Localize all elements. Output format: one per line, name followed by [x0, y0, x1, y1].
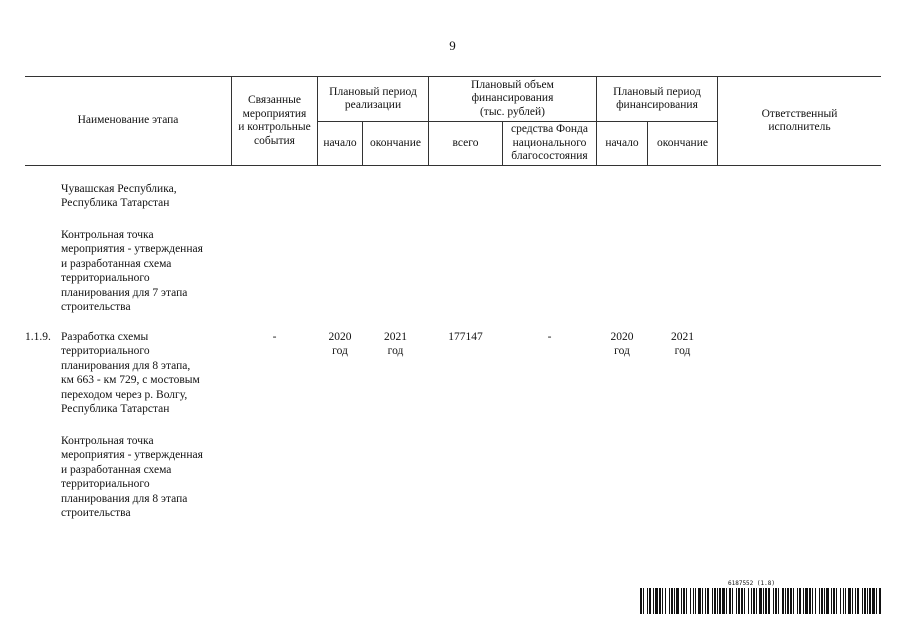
header-finance-fund: средства Фонда национального благосостояния: [511, 123, 588, 163]
barcode-number: 6187552 (1.8): [728, 580, 775, 587]
cell-impl-start: 2020 год: [328, 331, 352, 358]
table-row-text: Контрольная точка мероприятия - утвержденная и разработанная схема территориального планирования для 7 этапа строительства: [61, 229, 203, 314]
header-bottom-rule: [25, 165, 881, 166]
table-row-text: Разработка схемы территориального планирования для 8 этапа, км 663 - км 729, с мостовым переходом через р. Волгу, Республика Татарстан: [61, 331, 200, 416]
header-fin-start: начало: [605, 136, 639, 149]
cell-related: -: [272, 331, 277, 343]
table-row-number: 1.1.9.: [25, 331, 51, 343]
cell-finance-fund: -: [547, 331, 552, 343]
header-impl-end: окончание: [370, 136, 421, 149]
table-row-text: Чувашская Республика, Республика Татарстан: [61, 183, 177, 210]
cell-fin-start: 2020 год: [610, 331, 634, 358]
header-finance-period: Плановый период финансирования: [613, 85, 701, 111]
header-fin-end: окончание: [657, 136, 708, 149]
cell-finance-total: 177147: [448, 331, 483, 343]
header-impl-start: начало: [323, 136, 357, 149]
header-stage-name: Наименование этапа: [77, 114, 179, 127]
header-related-events: Связанные мероприятия и контрольные события: [238, 94, 311, 147]
cell-fin-end: 2021 год: [671, 331, 694, 358]
header-responsible: Ответственный исполнитель: [761, 107, 838, 133]
table-row-text: Контрольная точка мероприятия - утвержденная и разработанная схема территориального планирования для 8 этапа строительства: [61, 435, 203, 520]
header-finance-volume: Плановый объем финансирования (тыс. рублей): [471, 78, 554, 118]
header-impl-period: Плановый период реализации: [329, 85, 417, 111]
barcode-icon: [640, 588, 881, 614]
page-number: 9: [449, 38, 456, 53]
header-finance-total: всего: [452, 136, 479, 149]
cell-impl-end: 2021 год: [384, 331, 407, 358]
